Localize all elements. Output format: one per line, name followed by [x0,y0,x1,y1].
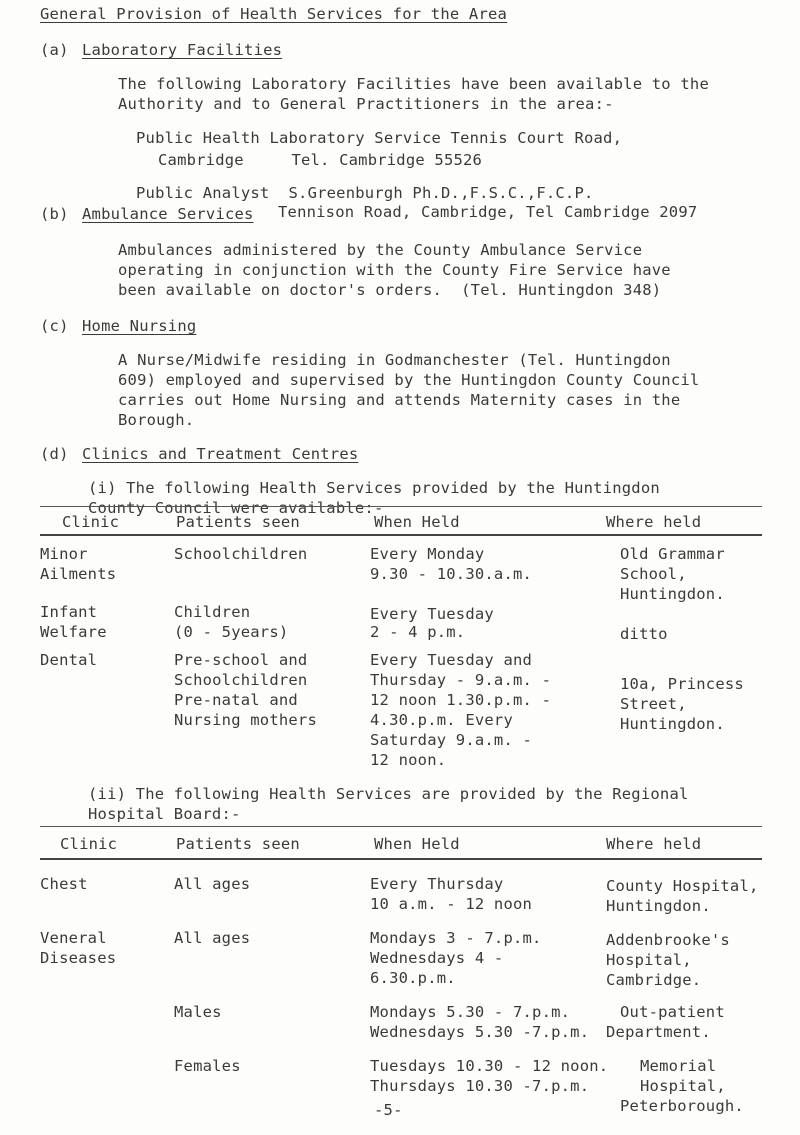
table2-header-clinic: Clinic [60,835,118,853]
lab-service-line-1: Public Health Laboratory Service Tennis Court Road, [136,129,623,147]
table1-header-rule [40,534,762,536]
section-b-heading: Ambulance Services [82,205,254,223]
table1-row3-when-line6: 12 noon. [370,751,447,769]
table2-row1-when-line1: Every Thursday [370,875,504,893]
section-b-paragraph-line-3: been available on doctor's orders. (Tel. Huntingdon 348) [118,281,662,299]
table1-header-when: When Held [374,513,460,531]
section-b-paragraph-line-2: operating in conjunction with the County Fire Service have [118,261,671,279]
table1-header-patients: Patients seen [176,513,300,531]
table1-row3-where-line2: Street, [620,695,687,713]
table2-row1-where-line2: Huntingdon. [606,897,711,915]
section-a-letter: (a) [40,41,69,59]
table2-row4-where-line1: Memorial [640,1057,717,1075]
subsection-i-line-2: County Council were available:- [88,499,384,517]
table2-row3-when-line2: Wednesdays 5.30 -7.p.m. [370,1023,590,1041]
table2-row1-where-line1: County Hospital, [606,877,759,895]
public-analyst-line-2: Tennison Road, Cambridge, Tel Cambridge 2097 [278,203,698,221]
table2-row2-where-line3: Cambridge. [606,971,702,989]
public-analyst-line-1: Public Analyst S.Greenburgh Ph.D.,F.S.C.,F.C.P. [136,184,594,202]
table1-row3-when-line5: Saturday 9.a.m. - [370,731,533,749]
table2-row2-clinic-line1: Veneral [40,929,107,947]
section-d-heading: Clinics and Treatment Centres [82,445,359,463]
table1-row3-where-line1: 10a, Princess [620,675,744,693]
table1-row3-where-line3: Huntingdon. [620,715,725,733]
section-d-letter: (d) [40,445,69,463]
table1-row2-when-line2: 2 - 4 p.m. [370,623,466,641]
section-c-paragraph-line-1: A Nurse/Midwife residing in Godmanchester (Tel. Huntingdon [118,351,671,369]
subsection-ii-line-2: Hospital Board:- [88,805,241,823]
section-c-paragraph-line-4: Borough. [118,411,195,429]
table1-row1-where-line1: Old Grammar [620,545,725,563]
table1-row1-where-line3: Huntingdon. [620,585,725,603]
table1-row3-patients-line3: Pre-natal and [174,691,298,709]
table2-row3-patients: Males [174,1003,222,1021]
table2-row1-clinic: Chest [40,875,88,893]
table2-row3-where-line2: Department. [606,1023,711,1041]
section-b-paragraph-line-1: Ambulances administered by the County Ambulance Service [118,241,643,259]
table2-row4-where-line3: Peterborough. [620,1097,744,1115]
table2-header-rule [40,858,762,860]
section-a-intro-line-2: Authority and to General Practitioners in the area:- [118,95,614,113]
table2-row2-where-line1: Addenbrooke's [606,931,730,949]
section-b-letter: (b) [40,205,69,223]
table2-row2-patients: All ages [174,929,251,947]
table2-row3-where-line1: Out-patient [620,1003,725,1021]
subsection-ii-line-1: (ii) The following Health Services are provided by the Regional [88,785,689,803]
table1-row3-patients-line2: Schoolchildren [174,671,308,689]
table1-header-clinic: Clinic [62,513,120,531]
table1-row1-where-line2: School, [620,565,687,583]
table1-row3-when-line3: 12 noon 1.30.p.m. - [370,691,552,709]
table2-row1-patients: All ages [174,875,251,893]
table1-row2-patients-line2: (0 - 5years) [174,623,289,641]
table2-row3-when-line1: Mondays 5.30 - 7.p.m. [370,1003,571,1021]
section-c-letter: (c) [40,317,69,335]
table2-header-where: Where held [606,835,702,853]
table1-row1-clinic-line2: Ailments [40,565,117,583]
table1-row2-when-line1: Every Tuesday [370,605,494,623]
table2-row4-when-line1: Tuesdays 10.30 - 12 noon. [370,1057,609,1075]
table2-row4-when-line2: Thursdays 10.30 -7.p.m. [370,1077,590,1095]
table1-row1-when-line1: Every Monday [370,545,485,563]
table1-row2-clinic-line1: Infant [40,603,98,621]
table1-row2-patients-line1: Children [174,603,251,621]
table1-row3-patients-line1: Pre-school and [174,651,308,669]
table1-header-where: Where held [606,513,702,531]
table2-row2-when-line2: Wednesdays 4 - [370,949,504,967]
table2-top-rule [40,826,762,827]
table2-row4-patients: Females [174,1057,241,1075]
table2-row2-when-line1: Mondays 3 - 7.p.m. [370,929,542,947]
table1-row1-when-line2: 9.30 - 10.30.a.m. [370,565,533,583]
section-c-paragraph-line-3: carries out Home Nursing and attends Maternity cases in the [118,391,681,409]
table1-row3-when-line1: Every Tuesday and [370,651,533,669]
page-title: General Provision of Health Services for the Area [40,5,508,23]
table1-row2-where: ditto [620,625,668,643]
table2-row1-when-line2: 10 a.m. - 12 noon [370,895,533,913]
table1-row2-clinic-line2: Welfare [40,623,107,641]
section-c-heading: Home Nursing [82,317,197,335]
table2-header-patients: Patients seen [176,835,300,853]
table2-row2-where-line2: Hospital, [606,951,692,969]
subsection-i-line-1: (i) The following Health Services provided by the Huntingdon [88,479,660,497]
page-number: -5- [374,1101,403,1119]
section-a-intro-line-1: The following Laboratory Facilities have been available to the [118,75,709,93]
table1-row3-when-line4: 4.30.p.m. Every [370,711,513,729]
lab-service-line-2: Cambridge Tel. Cambridge 55526 [158,151,483,169]
table1-row1-patients: Schoolchildren [174,545,308,563]
table1-top-rule [40,506,762,507]
table2-row2-when-line3: 6.30.p.m. [370,969,456,987]
section-c-paragraph-line-2: 609) employed and supervised by the Huntingdon County Council [118,371,700,389]
table1-row3-clinic: Dental [40,651,98,669]
table1-row3-when-line2: Thursday - 9.a.m. - [370,671,552,689]
table2-header-when: When Held [374,835,460,853]
table1-row1-clinic-line1: Minor [40,545,88,563]
table2-row2-clinic-line2: Diseases [40,949,117,967]
table1-row3-patients-line4: Nursing mothers [174,711,317,729]
table2-row4-where-line2: Hospital, [640,1077,726,1095]
section-a-heading: Laboratory Facilities [82,41,283,59]
